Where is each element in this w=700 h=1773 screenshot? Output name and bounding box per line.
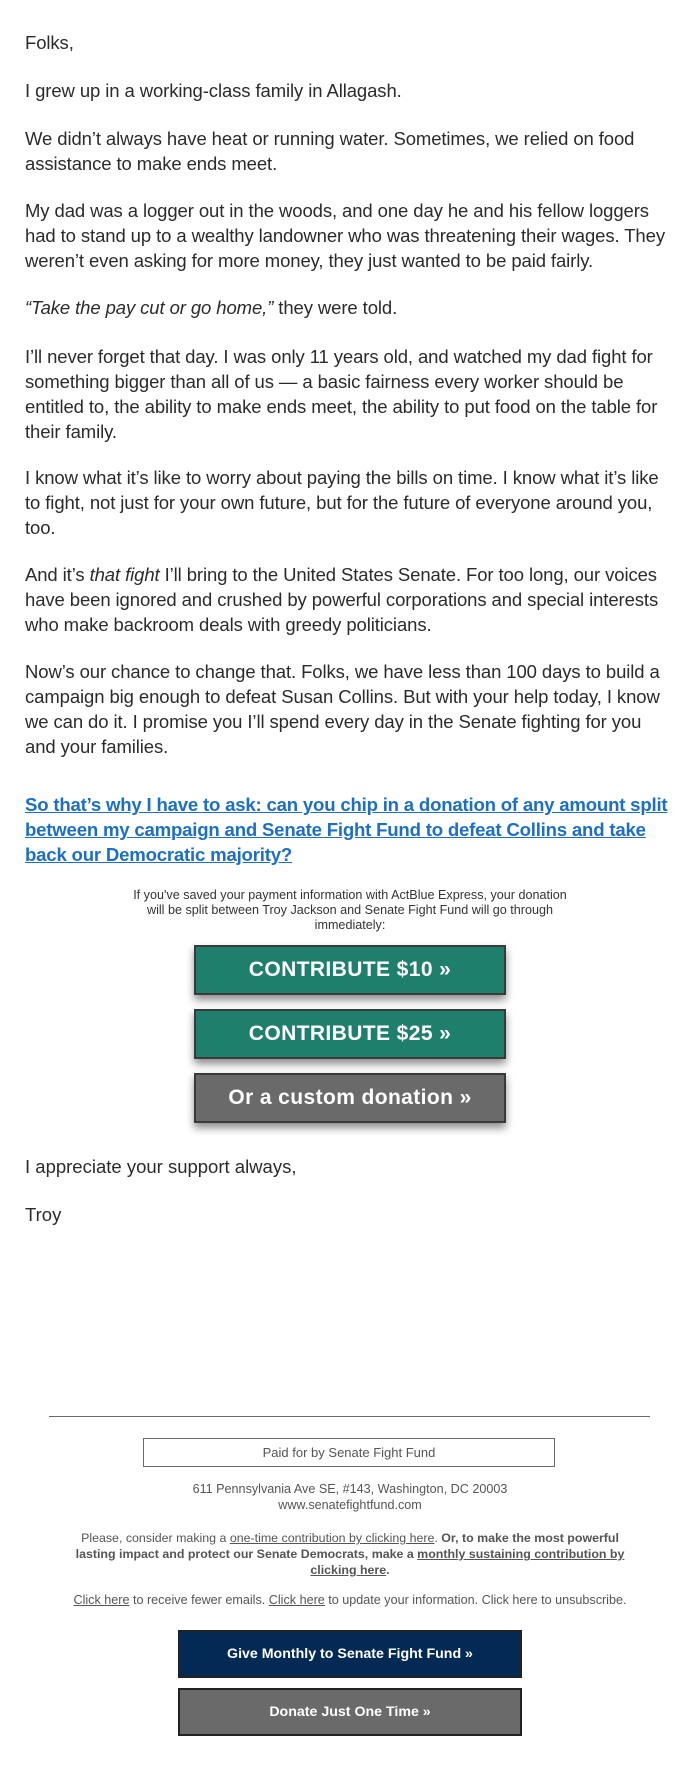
- please-start: Please, consider making a: [81, 1531, 230, 1545]
- donate-one-time-button[interactable]: Donate Just One Time »: [178, 1688, 522, 1736]
- monthly-contribution-link[interactable]: monthly sustaining contribution by clicking here: [310, 1547, 625, 1577]
- paid-for-disclaimer: Paid for by Senate Fight Fund: [143, 1438, 555, 1467]
- monthly-prompt-text: Or, to make the most powerful lasting impact and protect our Senate Democrats, make a: [75, 1531, 619, 1561]
- paragraph-3: My dad was a logger out in the woods, and one day he and his fellow loggers had to stand up to a wealthy landowner who was threatening their wages. They weren’t even asking for more money, they just wanted to be paid fairly.: [25, 200, 665, 271]
- p7-rest: I’ll bring to the United States Senate. For too long, our voices have been ignored and crushed by powerful corporations and special interests who make backroom deals with greedy politicians.: [25, 564, 659, 635]
- paragraph-7: [25, 562, 675, 637]
- give-monthly-button[interactable]: Give Monthly to Senate Fight Fund »: [178, 1630, 522, 1678]
- paragraph-6: I know what it’s like to worry about paying the bills on time. I know what it’s like to fight, not just for your own future, but for the future of everyone around you, too.: [25, 467, 659, 538]
- footer-address-block: [0, 1481, 700, 1513]
- fewer-emails-link[interactable]: Click here: [73, 1593, 130, 1607]
- signature: Troy: [25, 1204, 62, 1225]
- quote-rest: they were told.: [273, 297, 398, 318]
- paragraph-5: I’ll never forget that day. I was only 11 years old, and watched my dad fight for something bigger than all of us — a basic fairness every worker should be entitled to, the ability to make ends meet, the ability to put food on the table for their family.: [25, 346, 658, 442]
- donation-ask-link[interactable]: So that’s why I have to ask: can you chip in a donation of any amount split between my campaign and Senate Fight Fund to defeat Collins and take back our Democratic majority?: [25, 794, 668, 865]
- footer-divider: [49, 1416, 650, 1417]
- footer-address: 611 Pennsylvania Ave SE, #143, Washington, DC 20003: [192, 1482, 508, 1496]
- closing-line: I appreciate your support always,: [25, 1156, 297, 1177]
- contribution-prompt: [60, 1530, 640, 1578]
- quote-text: “Take the pay cut or go home,”: [25, 297, 274, 318]
- email-preferences: [0, 1592, 700, 1608]
- contribute-25-button[interactable]: CONTRIBUTE $25 »: [194, 1009, 506, 1059]
- greeting: Folks,: [25, 32, 74, 53]
- p7-start: And it’s: [25, 564, 90, 585]
- one-time-contribution-link[interactable]: one-time contribution by clicking here: [229, 1531, 435, 1545]
- paragraph-1: I grew up in a working-class family in Allagash.: [25, 80, 402, 101]
- custom-donation-button[interactable]: Or a custom donation »: [194, 1073, 506, 1123]
- footer-website[interactable]: www.senatefightfund.com: [278, 1498, 422, 1512]
- p7-emphasis: that fight: [89, 564, 160, 585]
- please-mid: .: [434, 1531, 442, 1545]
- paragraph-4: [25, 295, 675, 320]
- contribute-10-button[interactable]: CONTRIBUTE $10 »: [194, 945, 506, 995]
- update-info-link[interactable]: Click here: [268, 1593, 325, 1607]
- actblue-express-note: If you've saved your payment information with ActBlue Express, your donation will be split between Troy Jackson and Senate Fight Fund will go through immediately:: [133, 888, 567, 932]
- paragraph-8: Now’s our chance to change that. Folks, we have less than 100 days to build a campaign big enough to defeat Susan Collins. But with your help today, I know we can do it. I promise you I’ll spend every day in the Senate fighting for you and your families.: [25, 661, 660, 757]
- monthly-prompt-end: .: [386, 1563, 390, 1577]
- paragraph-2: We didn’t always have heat or running water. Sometimes, we relied on food assistance to make ends meet.: [25, 128, 635, 174]
- update-info-text: to update your information. Click here to unsubscribe.: [324, 1593, 627, 1607]
- fewer-emails-text: to receive fewer emails.: [129, 1593, 269, 1607]
